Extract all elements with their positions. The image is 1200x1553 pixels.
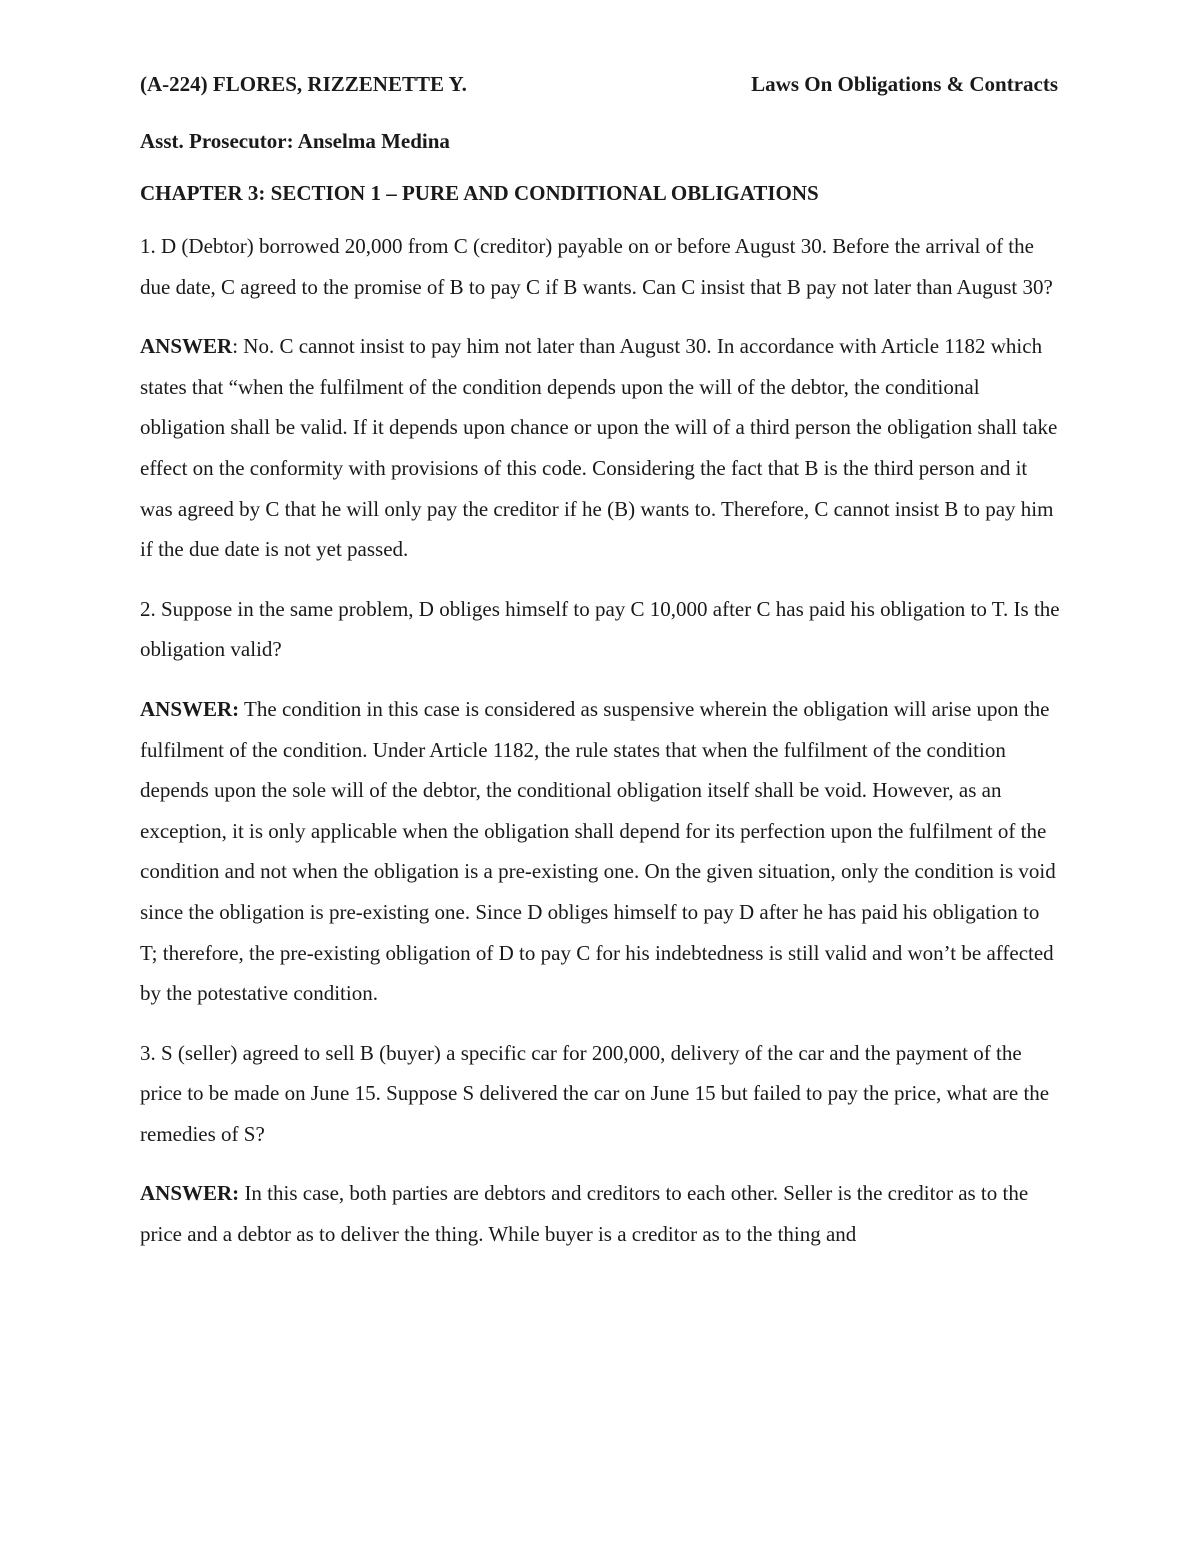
answer-text: : No. C cannot insist to pay him not later than August 30. In accordance with Article 1182 which states that “when the fulfilment of the condition depends upon the will of the debtor, the conditional obligation shall be valid. If it depends upon chance or upon the will of a third person the obligation shall take effect on the conformity with provisions of this code. Considering the fact that B is the third person and it was agreed by C that he will only pay the creditor if he (B) wants to. Therefore, C cannot insist B to pay him if the due date is not yet passed. bbox=[140, 334, 1058, 562]
course-title: Laws On Obligations & Contracts bbox=[751, 72, 1058, 96]
student-name: (A-224) FLORES, RIZZENETTE Y. bbox=[140, 72, 467, 96]
answer-1 bbox=[140, 326, 1060, 570]
question-2: 2. Suppose in the same problem, D obliges himself to pay C 10,000 after C has paid his obligation to T. Is the obligation valid? bbox=[140, 596, 1060, 662]
answer-text: The condition in this case is considered as suspensive wherein the obligation will arise upon the fulfilment of the condition. Under Article 1182, the rule states that when the fulfilment of the condition depends upon the sole will of the debtor, the conditional obligation itself shall be void. However, as an exception, it is only applicable when the obligation shall depend for its perfection upon the fulfilment of the condition and not when the obligation is a pre-existing one. On the given situation, only the condition is void since the obligation is pre-existing one. Since D obliges himself to pay D after he has paid his obligation to T; therefore, the pre-existing obligation of D to pay C for his indebtedness is still valid and won’t be affected by the potestative condition. bbox=[140, 696, 1056, 1006]
answer-label: ANSWER: bbox=[140, 1181, 240, 1206]
answer-label: ANSWER bbox=[140, 334, 233, 359]
answer-3 bbox=[140, 1173, 1060, 1254]
chapter-heading: CHAPTER 3: SECTION 1 – PURE AND CONDITIONAL OBLIGATIONS bbox=[140, 181, 819, 205]
prosecutor-line: Asst. Prosecutor: Anselma Medina bbox=[140, 129, 450, 153]
answer-2 bbox=[140, 689, 1060, 1014]
document-header bbox=[140, 62, 1060, 102]
question-1: 1. D (Debtor) borrowed 20,000 from C (creditor) payable on or before August 30. Before the arrival of the due date, C agreed to the promise of B to pay C if B wants. Can C insist that B pay not later than August 30? bbox=[140, 234, 1053, 299]
answer-text: In this case, both parties are debtors and creditors to each other. Seller is the creditor as to the price and a debtor as to deliver the thing. While buyer is a creditor as to the thing and bbox=[140, 1181, 1029, 1247]
document-page bbox=[140, 62, 1060, 1255]
answer-label: ANSWER: bbox=[140, 696, 240, 721]
question-3: 3. S (seller) agreed to sell B (buyer) a specific car for 200,000, delivery of the car and the payment of the price to be made on June 15. Suppose S delivered the car on June 15 but failed to pay the price, what are the remedies of S? bbox=[140, 1040, 1050, 1146]
